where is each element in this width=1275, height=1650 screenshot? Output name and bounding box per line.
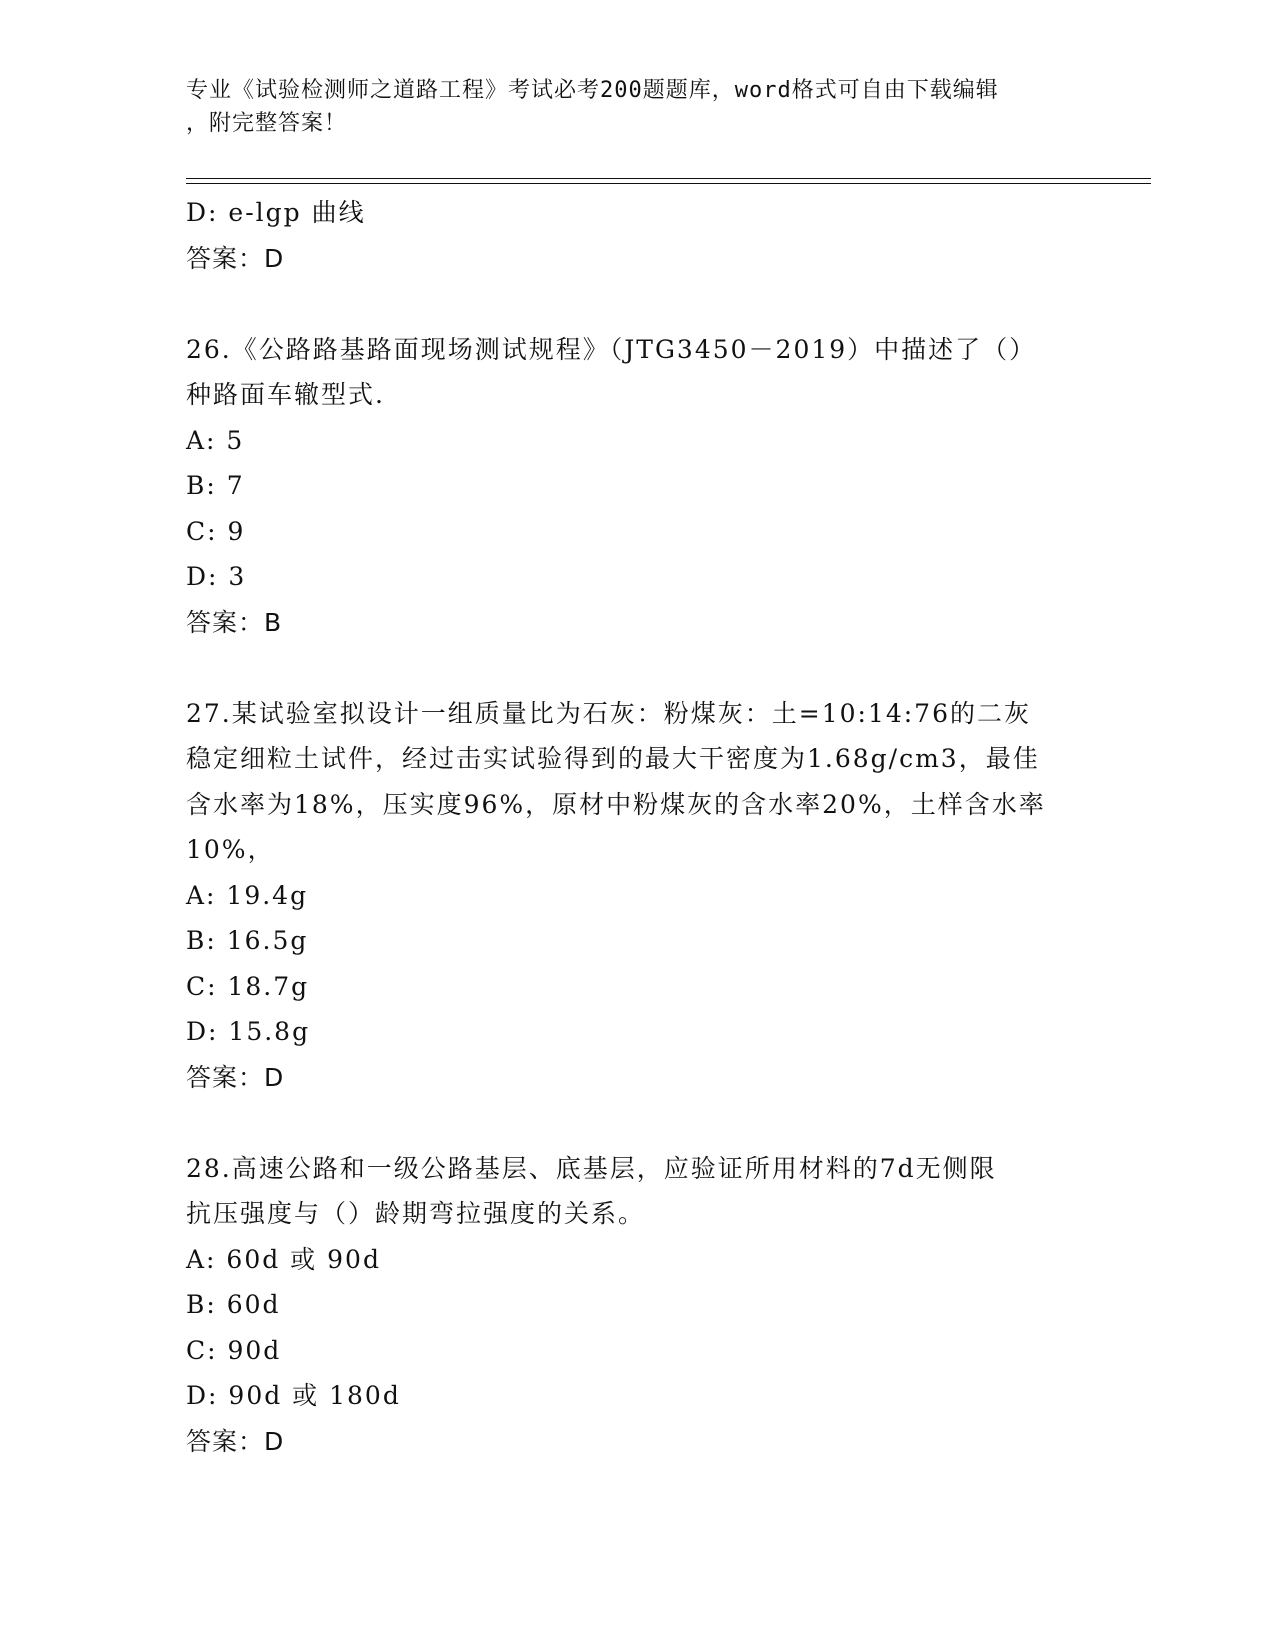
question-text: 含水率为18%，压实度96%，原材中粉煤灰的含水率20%，土样含水率 xyxy=(186,789,1046,819)
question-text: 种路面车辙型式. xyxy=(186,380,385,409)
option-c: C: 90d xyxy=(186,1335,282,1365)
option-a: A: 19.4g xyxy=(186,880,309,910)
answer-line: 答案：D xyxy=(186,1426,285,1456)
spacer xyxy=(186,281,1086,327)
question-28 xyxy=(186,1146,1086,1465)
document-body xyxy=(186,190,1086,1464)
spacer xyxy=(186,1100,1086,1146)
option-a: A: 5 xyxy=(186,425,245,455)
answer-line: 答案：B xyxy=(186,607,283,637)
answer-line: 答案：D xyxy=(186,1062,285,1092)
answer-line: 答案：D xyxy=(186,243,285,273)
question-text: 稳定细粒土试件，经过击实试验得到的最大干密度为1.68g/cm3，最佳 xyxy=(186,744,1040,773)
option-d: D: 15.8g xyxy=(186,1017,311,1046)
question-text: 26.《公路路基路面现场测试规程》（JTG3450－2019）中描述了（） xyxy=(186,334,1037,364)
question-text: 28.高速公路和一级公路基层、底基层，应验证所用材料的7d无侧限 xyxy=(186,1153,997,1183)
question-text: 27.某试验室拟设计一组质量比为石灰：粉煤灰：土=10:14:76的二灰 xyxy=(186,698,1031,728)
header-rule-bottom xyxy=(186,183,1151,184)
question-text: 抗压强度与（）龄期弯拉强度的关系。 xyxy=(186,1199,646,1228)
option-b: B: 60d xyxy=(186,1290,281,1319)
option-c: C: 18.7g xyxy=(186,971,310,1001)
option-d: D: e-lgp 曲线 xyxy=(186,198,366,227)
option-d: D: 90d 或 180d xyxy=(186,1381,401,1410)
spacer xyxy=(186,645,1086,691)
header-rule-top xyxy=(186,178,1151,179)
question-27 xyxy=(186,691,1086,1101)
question-text: 10%， xyxy=(186,835,275,864)
option-b: B: 16.5g xyxy=(186,926,309,955)
option-a: A: 60d 或 90d xyxy=(186,1244,381,1274)
option-c: C: 9 xyxy=(186,516,246,546)
option-d: D: 3 xyxy=(186,562,247,591)
previous-question-tail xyxy=(186,190,1086,281)
option-b: B: 7 xyxy=(186,471,245,500)
document-header: 专业《试验检测师之道路工程》考试必考200题题库，word格式可自由下载编辑 ，附完整答案！ xyxy=(186,78,999,136)
question-26 xyxy=(186,327,1086,646)
